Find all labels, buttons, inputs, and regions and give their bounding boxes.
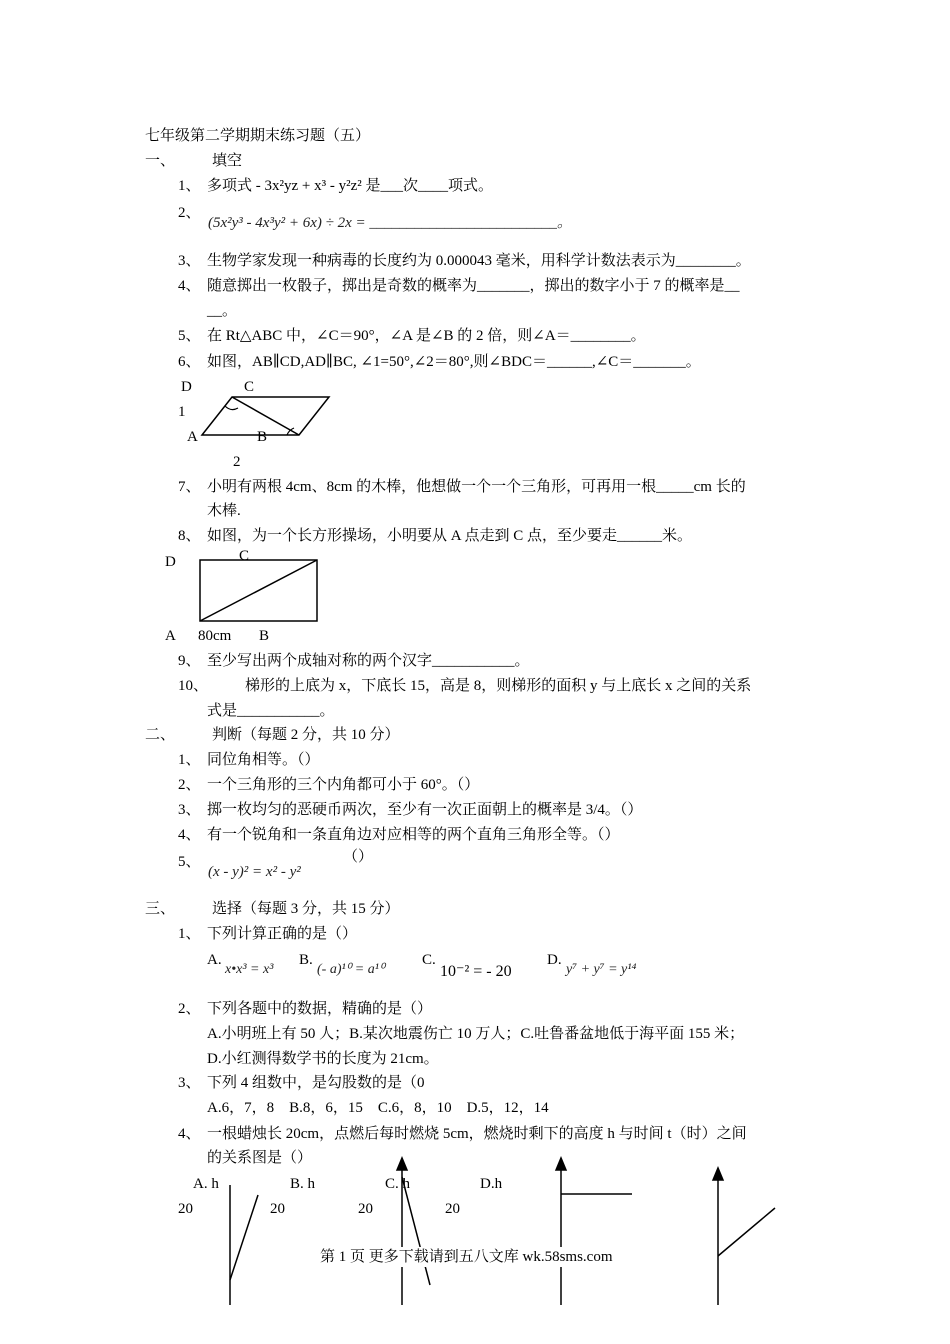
graph-d-20: 20 [445,1201,460,1217]
fill-4-number: 4、 [178,278,201,294]
page-footer: 第 1 页 更多下载请到五八文库 wk.58sms.com [320,1249,613,1265]
fig6-label-a: A [187,429,198,445]
graph-a-label: A. h [193,1176,219,1192]
page-title: 七年级第二学期期末练习题（五） [145,128,371,144]
fill-3-text: 生物学家发现一种病毒的长度约为 0.000043 毫米，用科学计数法表示为________。 [207,253,751,269]
choice-4-number: 4、 [178,1126,201,1142]
graph-d-label: D.h [480,1176,503,1192]
fig6-label-c: C [244,379,255,395]
fill-10-text: 梯形的上底为 x，下底长 15，高是 8，则梯形的面积 y 与上底长 x 之间的关系 [245,678,752,694]
section-3-title: 选择（每题 3 分，共 15 分） [212,901,400,917]
fill-8-number: 8、 [178,528,201,544]
graph-a-20: 20 [178,1201,193,1217]
choice-1-option-c: 10⁻² = - 20 [440,963,512,980]
choice-1-option-d: y⁷ + y⁷ = y¹⁴ [566,962,637,977]
fig8-label-b: B [259,628,270,644]
section-1-number: 一、 [145,153,176,169]
graph-c-20: 20 [358,1201,373,1217]
choice-1-option-c-label: C. [422,952,436,968]
fill-10-number: 10、 [178,678,209,694]
fill-10-text-cont: 式是___________。 [207,703,335,719]
section-1-title: 填空 [212,153,243,169]
choice-4-text-cont: 的关系图是（） [207,1150,313,1166]
fill-5-text: 在 Rt△ABC 中，∠C＝90°，∠A 是∠B 的 2 倍，则∠A＝________。 [207,328,646,344]
section-2-number: 二、 [145,727,176,743]
choice-1-option-a-label: A. [207,952,222,968]
judge-2-text: 一个三角形的三个内角都可小于 60°。（） [207,777,480,793]
section-3-number: 三、 [145,901,176,917]
fig6-label-d: D [181,379,192,395]
choice-1-option-a: x•x³ = x³ [225,962,274,977]
choice-2-options-line1: A.小明班上有 50 人；B.某次地震伤亡 10 万人；C.吐鲁番盆地低于海平面 155 米； [207,1026,745,1042]
judge-1-number: 1、 [178,752,201,768]
fill-3-number: 3、 [178,253,201,269]
judge-3-number: 3、 [178,802,201,818]
judge-4-text: 有一个锐角和一条直角边对应相等的两个直角三角形全等。（） [207,827,620,843]
fig8-label-dim: 80cm [198,628,232,644]
fig8-label-c: C [239,548,250,564]
graph-c-label: C. h [385,1176,411,1192]
choice-4-text: 一根蜡烛长 20cm，点燃后每时燃烧 5cm，燃烧时剩下的高度 h 与时间 t（时）之间 [207,1126,747,1142]
fill-7-number: 7、 [178,479,201,495]
judge-3-text: 掷一枚均匀的恶硬币两次，至少有一次正面朝上的概率是 3/4。（） [207,802,643,818]
choice-1-number: 1、 [178,926,201,942]
judge-5-bracket: （） [343,849,374,865]
fig6-label-1: 1 [178,404,186,420]
judge-2-number: 2、 [178,777,201,793]
choice-1-text: 下列计算正确的是（） [207,926,358,942]
choice-1-option-d-label: D. [547,952,562,968]
fill-6-text: 如图，AB∥CD,AD∥BC, ∠1=50°,∠2＝80°,则∠BDC＝______,∠C＝_______。 [207,354,701,370]
judge-1-text: 同位角相等。（） [207,752,320,768]
choice-3-text: 下列 4 组数中，是勾股数的是（0 [207,1075,425,1091]
choice-1-option-b: (- a)¹⁰ = a¹⁰ [317,962,385,977]
fill-7-text-cont: 木棒. [207,503,241,519]
fig6-label-2: 2 [233,454,241,470]
fill-1-number: 1、 [178,178,201,194]
choice-2-options-line2: D.小红测得数学书的长度为 21cm。 [207,1051,439,1067]
graph-b-label: B. h [290,1176,316,1192]
judge-5-number: 5、 [178,854,201,870]
fill-9-text: 至少写出两个成轴对称的两个汉字___________。 [207,653,530,669]
fill-4-text-cont: __。 [207,303,238,319]
rectangle-figure [198,558,320,624]
choice-2-text: 下列各题中的数据，精确的是（） [207,1001,433,1017]
choice-3-number: 3、 [178,1075,201,1091]
parallelogram-figure [195,390,335,440]
judge-5-expression: (x - y)² = x² - y² [208,864,301,880]
fill-2-number: 2、 [178,205,201,221]
fill-8-text: 如图，为一个长方形操场，小明要从 A 点走到 C 点，至少要走______米。 [207,528,693,544]
fig8-label-d: D [165,554,176,570]
fill-7-text: 小明有两根 4cm、8cm 的木棒，他想做一个一个三角形，可再用一根_____cm 长的 [207,479,746,495]
graph-b-20: 20 [270,1201,285,1217]
section-2-title: 判断（每题 2 分，共 10 分） [212,727,400,743]
fill-4-text: 随意掷出一枚骰子，掷出是奇数的概率为_______，掷出的数字小于 7 的概率是__ [207,278,740,294]
choice-3-options: A.6，7，8 B.8，6，15 C.6，8，10 D.5，12，14 [207,1100,549,1116]
choice-1-option-b-label: B. [299,952,313,968]
fig6-label-b: B [257,429,268,445]
fill-1-text: 多项式 - 3x²yz + x³ - y²z² 是___次____项式。 [207,178,494,194]
fill-9-number: 9、 [178,653,201,669]
fill-5-number: 5、 [178,328,201,344]
fig8-label-a: A [165,628,176,644]
fill-2-text: (5x²y³ - 4x³y² + 6x) ÷ 2x = _________________________。 [208,215,572,231]
judge-4-number: 4、 [178,827,201,843]
candle-graphs-drawing [220,1155,790,1315]
choice-2-number: 2、 [178,1001,201,1017]
fill-6-number: 6、 [178,354,201,370]
